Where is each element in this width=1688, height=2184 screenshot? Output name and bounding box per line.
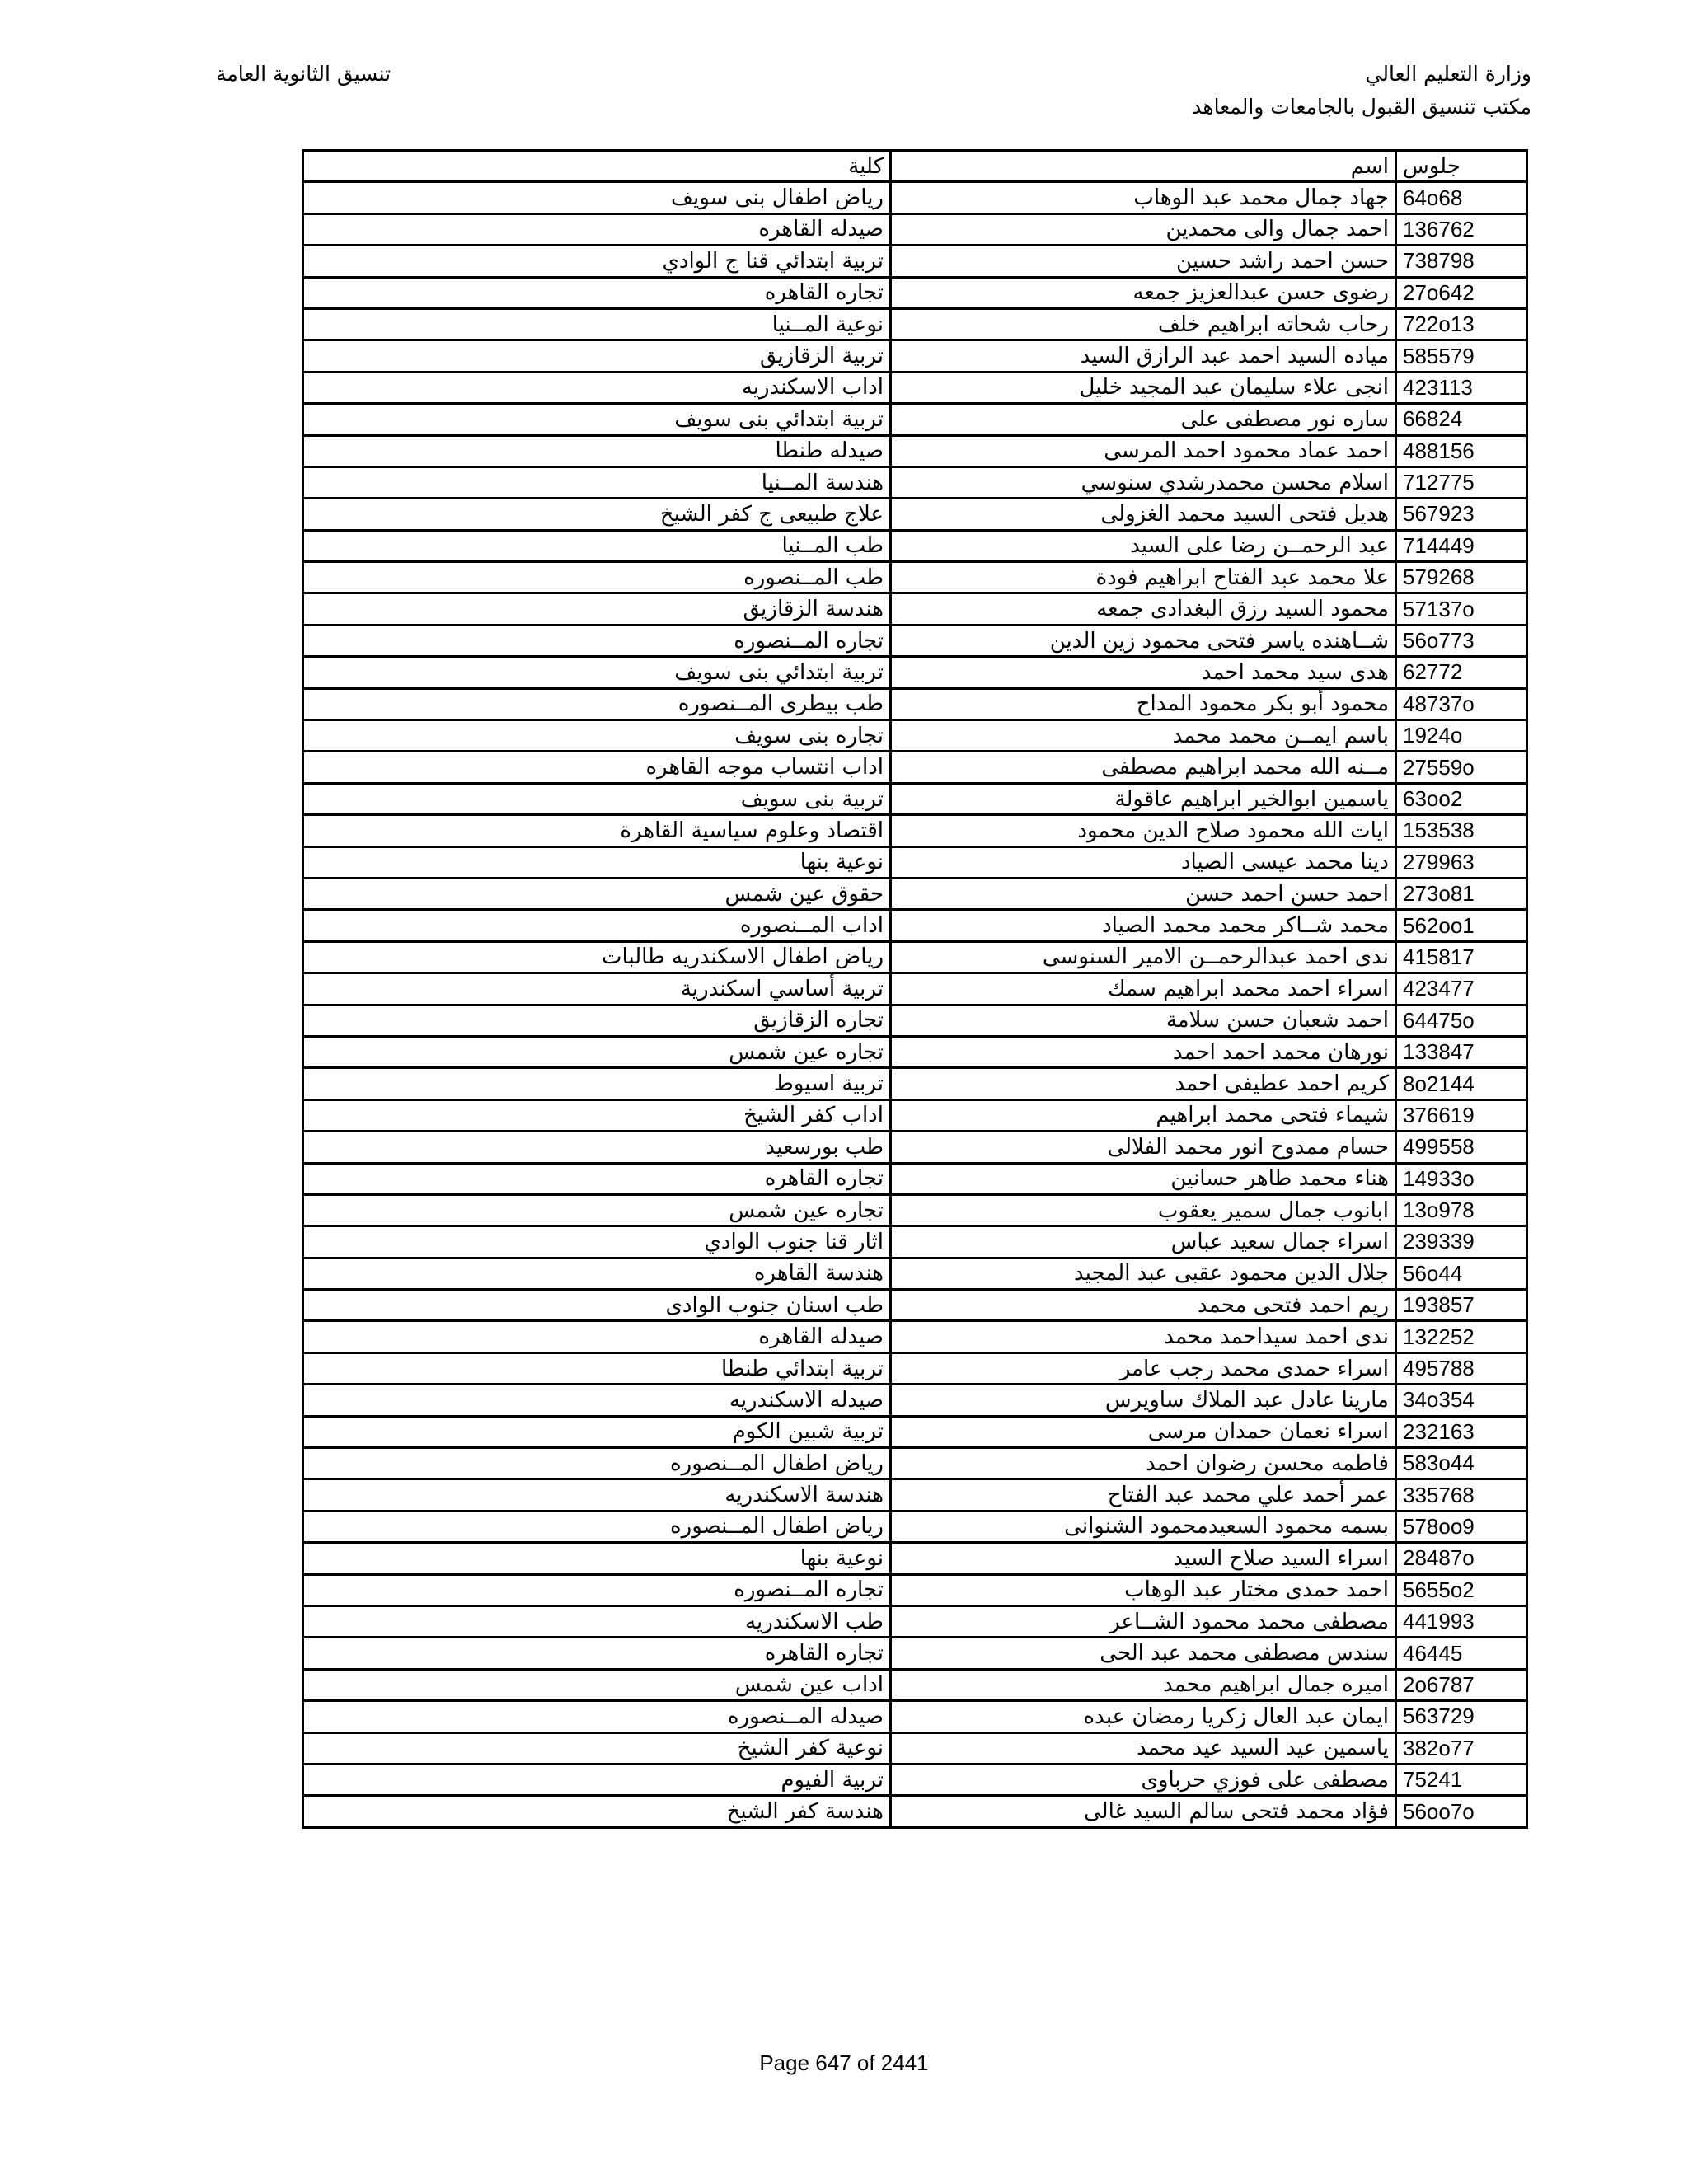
name-cell: مياده السيد احمد عبد الرازق السيد (891, 340, 1396, 372)
table-row (303, 783, 1527, 814)
table-row (303, 1669, 1527, 1700)
name-cell: ندى احمد سيداحمد محمد (891, 1321, 1396, 1352)
seat-number-cell: 376619 (1396, 1099, 1527, 1131)
seat-number-cell: 57137o (1396, 593, 1527, 625)
name-cell: مــنه الله محمد ابراهيم مصطفى (891, 752, 1396, 783)
table-row (303, 404, 1527, 435)
table-row (303, 1194, 1527, 1226)
name-cell: مارينا عادل عبد الملاك ساويرس (891, 1385, 1396, 1416)
college-cell: اداب كفر الشيخ (303, 1099, 891, 1131)
table-row (303, 1701, 1527, 1732)
college-cell: طب المــنصوره (303, 562, 891, 593)
seat-number-cell: 14933o (1396, 1163, 1527, 1194)
college-cell: تجاره القاهره (303, 1638, 891, 1669)
seat-number-cell: 712775 (1396, 466, 1527, 498)
name-cell: اسراء السيد صلاح السيد (891, 1543, 1396, 1574)
name-cell: اسراء جمال سعيد عباس (891, 1226, 1396, 1258)
college-cell: هندسة القاهره (303, 1258, 891, 1289)
ministry-name: وزارة التعليم العالي (1365, 62, 1531, 86)
admissions-table (302, 149, 1528, 1829)
seat-number-cell: 56oo7o (1396, 1796, 1527, 1827)
college-cell: تربية الزقازيق (303, 340, 891, 372)
college-cell: تربية بنى سويف (303, 783, 891, 814)
college-cell: تربية ابتدائي بنى سويف (303, 657, 891, 688)
college-cell: هندسة الزقازيق (303, 593, 891, 625)
seat-number-cell: 64o68 (1396, 182, 1527, 213)
college-cell: هندسة المــنيا (303, 466, 891, 498)
name-cell: ياسمين ابوالخير ابراهيم عاقولة (891, 783, 1396, 814)
college-cell: تجاره بنى سويف (303, 720, 891, 752)
seat-number-cell: 495788 (1396, 1352, 1527, 1384)
college-cell: تجاره عين شمس (303, 1036, 891, 1067)
seat-number-cell: 66824 (1396, 404, 1527, 435)
table-row (303, 1385, 1527, 1416)
college-cell: تجاره المــنصوره (303, 1574, 891, 1605)
college-cell: طب المــنيا (303, 530, 891, 561)
name-cell: فؤاد محمد فتحى سالم السيد غالى (891, 1796, 1396, 1827)
table-row (303, 1416, 1527, 1447)
college-cell: هندسة الاسكندريه (303, 1479, 891, 1511)
table-row (303, 1574, 1527, 1605)
name-cell: هناء محمد طاهر حسانين (891, 1163, 1396, 1194)
college-cell: اداب عين شمس (303, 1669, 891, 1700)
table-row (303, 530, 1527, 561)
table-row (303, 1132, 1527, 1163)
name-cell: ندى احمد عبدالرحمــن الامير السنوسى (891, 941, 1396, 972)
name-cell: هديل فتحى السيد محمد الغزولى (891, 499, 1396, 530)
seat-number-cell: 423477 (1396, 973, 1527, 1005)
seat-number-cell: 27559o (1396, 752, 1527, 783)
seat-number-cell: 28487o (1396, 1543, 1527, 1574)
seat-number-cell: 382o77 (1396, 1732, 1527, 1764)
seat-number-cell: 132252 (1396, 1321, 1527, 1352)
table-row (303, 562, 1527, 593)
seat-number-cell: 415817 (1396, 941, 1527, 972)
name-cell: حسام ممدوح انور محمد الفلالى (891, 1132, 1396, 1163)
name-cell: احمد حسن احمد حسن (891, 878, 1396, 909)
seat-number-cell: 1924o (1396, 720, 1527, 752)
table-row (303, 372, 1527, 403)
seat-number-cell: 56o773 (1396, 625, 1527, 656)
table-row (303, 1352, 1527, 1384)
name-cell: مصطفى محمد محمود الشــاعر (891, 1605, 1396, 1637)
seat-number-cell: 441993 (1396, 1605, 1527, 1637)
name-cell: انجى علاء سليمان عبد المجيد خليل (891, 372, 1396, 403)
college-cell: رياض اطفال المــنصوره (303, 1511, 891, 1542)
seat-number-cell: 8o2144 (1396, 1068, 1527, 1099)
table-row (303, 1163, 1527, 1194)
college-cell: اقتصاد وعلوم سياسية القاهرة (303, 815, 891, 846)
name-cell: علا محمد عبد الفتاح ابراهيم فودة (891, 562, 1396, 593)
table-row (303, 941, 1527, 972)
seat-number-cell: 34o354 (1396, 1385, 1527, 1416)
column-header-seat: جلوس (1396, 151, 1527, 182)
table-row (303, 308, 1527, 340)
name-cell: ياسمين عيد السيد عيد محمد (891, 1732, 1396, 1764)
table-row (303, 182, 1527, 213)
table-row (303, 1732, 1527, 1764)
name-cell: شيماء فتحى محمد ابراهيم (891, 1099, 1396, 1131)
seat-number-cell: 48737o (1396, 688, 1527, 719)
college-cell: طب بيطرى المــنصوره (303, 688, 891, 719)
seat-number-cell: 153538 (1396, 815, 1527, 846)
name-cell: هدى سيد محمد احمد (891, 657, 1396, 688)
ministry-header (1192, 58, 1531, 124)
name-cell: نورهان محمد احمد احمد (891, 1036, 1396, 1067)
table-row (303, 1099, 1527, 1131)
seat-number-cell: 75241 (1396, 1764, 1527, 1795)
name-cell: محمد شــاكر محمد محمد الصياد (891, 910, 1396, 941)
name-cell: ابانوب جمال سمير يعقوب (891, 1194, 1396, 1226)
college-cell: اثار قنا جنوب الوادي (303, 1226, 891, 1258)
college-cell: هندسة كفر الشيخ (303, 1796, 891, 1827)
college-cell: صيدله القاهره (303, 213, 891, 245)
seat-number-cell: 585579 (1396, 340, 1527, 372)
table-row (303, 1605, 1527, 1637)
seat-number-cell: 722o13 (1396, 308, 1527, 340)
table-row (303, 499, 1527, 530)
table-row (303, 625, 1527, 656)
name-cell: ساره نور مصطفى على (891, 404, 1396, 435)
seat-number-cell: 62772 (1396, 657, 1527, 688)
page-number: Page 647 of 2441 (759, 2050, 929, 2075)
seat-number-cell: 133847 (1396, 1036, 1527, 1067)
name-cell: اسراء نعمان حمدان مرسى (891, 1416, 1396, 1447)
seat-number-cell: 578oo9 (1396, 1511, 1527, 1542)
name-cell: اسلام محسن محمدرشدي سنوسي (891, 466, 1396, 498)
college-cell: تجاره القاهره (303, 1163, 891, 1194)
coordination-title: تنسيق الثانوية العامة (216, 62, 392, 86)
name-cell: فاطمه محسن رضوان احمد (891, 1448, 1396, 1479)
seat-number-cell: 239339 (1396, 1226, 1527, 1258)
name-cell: محمود أبو بكر محمود المداح (891, 688, 1396, 719)
table-row (303, 973, 1527, 1005)
college-cell: رياض اطفال الاسكندريه طالبات (303, 941, 891, 972)
college-cell: تربية ابتدائي طنطا (303, 1352, 891, 1384)
seat-number-cell: 232163 (1396, 1416, 1527, 1447)
college-cell: تجاره الزقازيق (303, 1005, 891, 1036)
table-row (303, 1036, 1527, 1067)
name-cell: ريم احمد فتحى محمد (891, 1290, 1396, 1321)
seat-number-cell: 273o81 (1396, 878, 1527, 909)
name-cell: حسن احمد راشد حسين (891, 246, 1396, 277)
college-cell: تربية الفيوم (303, 1764, 891, 1795)
table-row (303, 752, 1527, 783)
office-name: مكتب تنسيق القبول بالجامعات والمعاهد (1192, 95, 1531, 119)
name-cell: دينا محمد عيسى الصياد (891, 846, 1396, 878)
college-cell: نوعية بنها (303, 1543, 891, 1574)
college-cell: نوعية كفر الشيخ (303, 1732, 891, 1764)
college-cell: حقوق عين شمس (303, 878, 891, 909)
college-cell: تربية أساسي اسكندرية (303, 973, 891, 1005)
college-cell: تربية ابتدائي قنا ج الوادي (303, 246, 891, 277)
seat-number-cell: 738798 (1396, 246, 1527, 277)
table-row (303, 340, 1527, 372)
table-row (303, 1543, 1527, 1574)
college-cell: رياض اطفال بنى سويف (303, 182, 891, 213)
seat-number-cell: 56o44 (1396, 1258, 1527, 1289)
table-row (303, 815, 1527, 846)
table-row (303, 1638, 1527, 1669)
seat-number-cell: 2o6787 (1396, 1669, 1527, 1700)
college-cell: اداب الاسكندريه (303, 372, 891, 403)
seat-number-cell: 193857 (1396, 1290, 1527, 1321)
table-row (303, 246, 1527, 277)
table-row (303, 1290, 1527, 1321)
admissions-table-body (303, 151, 1527, 1828)
college-cell: طب اسنان جنوب الوادى (303, 1290, 891, 1321)
table-row (303, 277, 1527, 308)
table-row (303, 878, 1527, 909)
name-cell: اسراء حمدى محمد رجب عامر (891, 1352, 1396, 1384)
column-header-college: كلية (303, 151, 891, 182)
name-cell: اسراء احمد محمد ابراهيم سمك (891, 973, 1396, 1005)
name-cell: شــاهنده ياسر فتحى محمود زين الدين (891, 625, 1396, 656)
name-cell: رضوى حسن عبدالعزيز جمعه (891, 277, 1396, 308)
name-cell: احمد حمدى مختار عبد الوهاب (891, 1574, 1396, 1605)
table-row (303, 910, 1527, 941)
college-cell: صيدله الاسكندريه (303, 1385, 891, 1416)
table-row (303, 1005, 1527, 1036)
table-row (303, 1258, 1527, 1289)
college-cell: اداب المــنصوره (303, 910, 891, 941)
college-cell: اداب انتساب موجه القاهره (303, 752, 891, 783)
college-cell: صيدله طنطا (303, 435, 891, 466)
name-cell: احمد عماد محمود احمد المرسى (891, 435, 1396, 466)
coordination-header (216, 58, 391, 91)
college-cell: علاج طبيعى ج كفر الشيخ (303, 499, 891, 530)
name-cell: كريم احمد عطيفى احمد (891, 1068, 1396, 1099)
college-cell: طب الاسكندريه (303, 1605, 891, 1637)
college-cell: صيدله المــنصوره (303, 1701, 891, 1732)
seat-number-cell: 499558 (1396, 1132, 1527, 1163)
table-header-row (303, 151, 1527, 182)
seat-number-cell: 567923 (1396, 499, 1527, 530)
college-cell: تربية ابتدائي بنى سويف (303, 404, 891, 435)
table-row (303, 688, 1527, 719)
seat-number-cell: 64475o (1396, 1005, 1527, 1036)
seat-number-cell: 63oo2 (1396, 783, 1527, 814)
table-row (303, 1068, 1527, 1099)
name-cell: احمد جمال والى محمدين (891, 213, 1396, 245)
name-cell: جلال الدين محمود عقبى عبد المجيد (891, 1258, 1396, 1289)
college-cell: رياض اطفال المــنصوره (303, 1448, 891, 1479)
seat-number-cell: 423113 (1396, 372, 1527, 403)
table-row (303, 593, 1527, 625)
college-cell: صيدله القاهره (303, 1321, 891, 1352)
name-cell: عبد الرحمــن رضا على السيد (891, 530, 1396, 561)
table-row (303, 435, 1527, 466)
name-cell: محمود السيد رزق البغدادى جمعه (891, 593, 1396, 625)
seat-number-cell: 579268 (1396, 562, 1527, 593)
college-cell: طب بورسعيد (303, 1132, 891, 1163)
name-cell: اميره جمال ابراهيم محمد (891, 1669, 1396, 1700)
college-cell: تربية شبين الكوم (303, 1416, 891, 1447)
college-cell: تجاره عين شمس (303, 1194, 891, 1226)
name-cell: بسمه محمود السعيدمحمود الشنوانى (891, 1511, 1396, 1542)
college-cell: تجاره المــنصوره (303, 625, 891, 656)
table-row (303, 720, 1527, 752)
table-row (303, 657, 1527, 688)
name-cell: ايات الله محمود صلاح الدين محمود (891, 815, 1396, 846)
name-cell: جهاد جمال محمد عبد الوهاب (891, 182, 1396, 213)
seat-number-cell: 46445 (1396, 1638, 1527, 1669)
table-row (303, 1448, 1527, 1479)
college-cell: نوعية بنها (303, 846, 891, 878)
column-header-name: اسم (891, 151, 1396, 182)
seat-number-cell: 5655o2 (1396, 1574, 1527, 1605)
table-row (303, 213, 1527, 245)
table-row (303, 1479, 1527, 1511)
seat-number-cell: 714449 (1396, 530, 1527, 561)
table-row (303, 1796, 1527, 1827)
name-cell: مصطفى على فوزي حرباوى (891, 1764, 1396, 1795)
college-cell: نوعية المــنيا (303, 308, 891, 340)
seat-number-cell: 27o642 (1396, 277, 1527, 308)
seat-number-cell: 488156 (1396, 435, 1527, 466)
name-cell: رحاب شحاته ابراهيم خلف (891, 308, 1396, 340)
seat-number-cell: 335768 (1396, 1479, 1527, 1511)
seat-number-cell: 562oo1 (1396, 910, 1527, 941)
name-cell: باسم ايمــن محمد محمد (891, 720, 1396, 752)
table-row (303, 1511, 1527, 1542)
seat-number-cell: 563729 (1396, 1701, 1527, 1732)
name-cell: عمر أحمد علي محمد عبد الفتاح (891, 1479, 1396, 1511)
table-row (303, 1764, 1527, 1795)
seat-number-cell: 583o44 (1396, 1448, 1527, 1479)
name-cell: ايمان عبد العال زكريا رمضان عبده (891, 1701, 1396, 1732)
seat-number-cell: 13o978 (1396, 1194, 1527, 1226)
table-row (303, 846, 1527, 878)
table-row (303, 466, 1527, 498)
college-cell: تربية اسيوط (303, 1068, 891, 1099)
table-row (303, 1226, 1527, 1258)
seat-number-cell: 279963 (1396, 846, 1527, 878)
name-cell: احمد شعبان حسن سلامة (891, 1005, 1396, 1036)
name-cell: سندس مصطفى محمد عبد الحى (891, 1638, 1396, 1669)
college-cell: تجاره القاهره (303, 277, 891, 308)
seat-number-cell: 136762 (1396, 213, 1527, 245)
table-row (303, 1321, 1527, 1352)
